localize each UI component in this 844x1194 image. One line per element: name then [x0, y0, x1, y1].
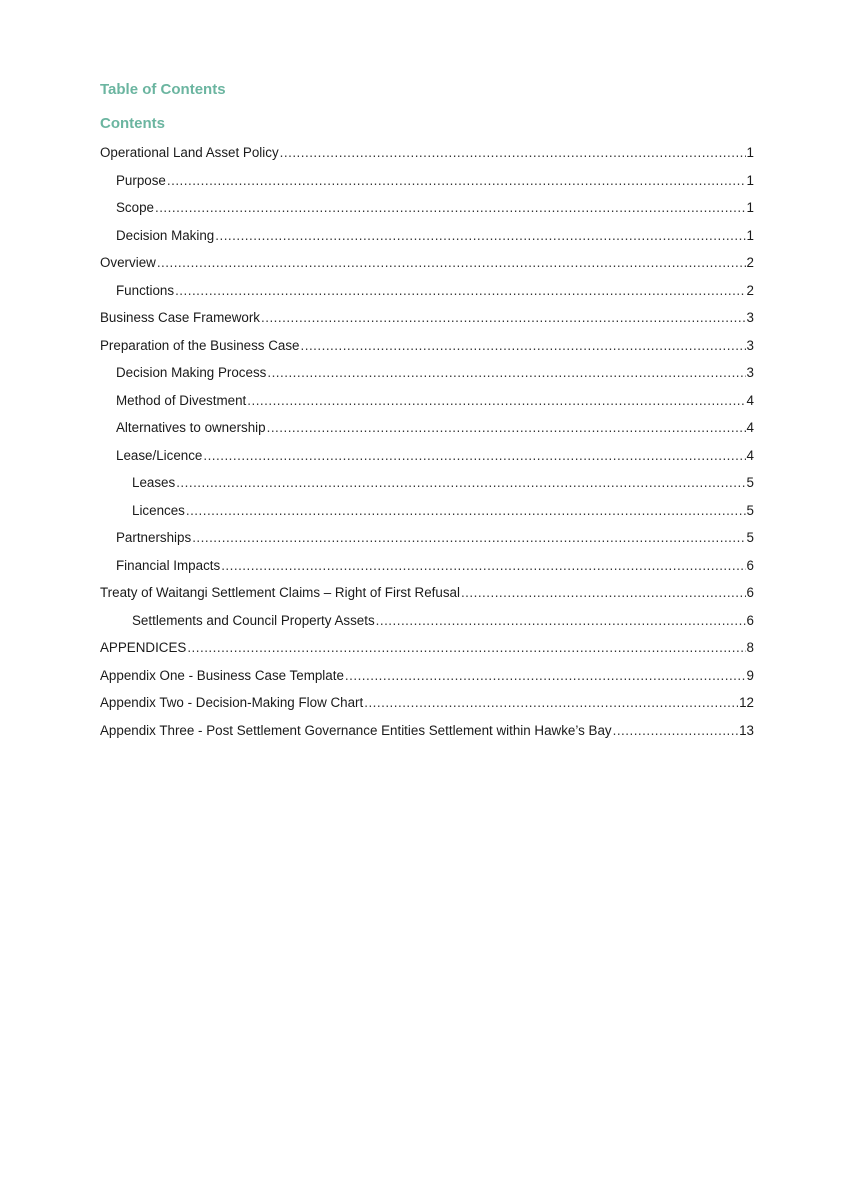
- toc-entry-label: Preparation of the Business Case: [100, 337, 300, 353]
- toc-dot-leader: [280, 144, 746, 162]
- toc-entry[interactable]: [100, 667, 754, 695]
- toc-entry-label: Overview: [100, 255, 156, 270]
- toc-entry-page-number: 12: [739, 695, 754, 710]
- toc-dot-leader: [186, 502, 746, 520]
- toc-entry-label: Decision Making Process: [116, 365, 267, 380]
- toc-entry-page-number: 3: [746, 337, 754, 353]
- toc-entry-page-number: 6: [746, 585, 754, 600]
- toc-entry-label: Scope: [116, 200, 154, 215]
- toc-entry[interactable]: [100, 502, 754, 530]
- toc-entry-label: Decision Making: [116, 227, 215, 243]
- toc-entry[interactable]: [100, 419, 754, 447]
- toc-entry-label: Appendix One - Business Case Template: [100, 667, 344, 683]
- toc-entry-page-number: 5: [746, 475, 754, 490]
- toc-entry-page-number: 13: [739, 722, 754, 738]
- toc-entry-label: Appendix Two - Decision-Making Flow Chart: [100, 695, 364, 710]
- toc-entry-label: Appendix Three - Post Settlement Governance Entities Settlement within Hawke’s Bay: [100, 722, 612, 738]
- toc-dot-leader: [155, 199, 746, 217]
- toc-entry-page-number: 4: [746, 392, 754, 408]
- toc-dot-leader: [215, 227, 745, 245]
- toc-dot-leader: [364, 694, 738, 712]
- toc-entry[interactable]: [100, 722, 754, 750]
- toc-entry-page-number: 1: [746, 145, 754, 160]
- toc-dot-leader: [192, 529, 745, 547]
- page-title: Table of Contents: [100, 81, 226, 98]
- toc-dot-leader: [203, 447, 745, 465]
- toc-dot-leader: [221, 557, 745, 575]
- toc-entry-label: Settlements and Council Property Assets: [132, 612, 375, 628]
- toc-entry-label: Purpose: [116, 172, 166, 188]
- toc-entry-page-number: 1: [746, 200, 754, 215]
- toc-entry[interactable]: [100, 639, 754, 667]
- toc-entry-page-number: 8: [746, 640, 754, 655]
- toc-entry[interactable]: [100, 557, 754, 585]
- toc-entry[interactable]: [100, 364, 754, 392]
- toc-entry[interactable]: [100, 612, 754, 640]
- toc-dot-leader: [261, 309, 746, 327]
- toc-dot-leader: [247, 392, 745, 410]
- toc-entry-page-number: 1: [746, 172, 754, 188]
- toc-dot-leader: [267, 419, 746, 437]
- toc-entry-page-number: 2: [746, 255, 754, 270]
- toc-entry[interactable]: [100, 694, 754, 722]
- toc-dot-leader: [376, 612, 746, 630]
- toc-entry-page-number: 2: [746, 282, 754, 298]
- toc-entry-page-number: 4: [746, 447, 754, 463]
- toc-entry-page-number: 3: [746, 310, 754, 325]
- toc-entry-label: Financial Impacts: [116, 557, 221, 573]
- toc-entry[interactable]: [100, 309, 754, 337]
- toc-dot-leader: [167, 172, 746, 190]
- table-of-contents: [100, 144, 754, 749]
- contents-heading: Contents: [100, 115, 165, 132]
- toc-entry-page-number: 6: [746, 612, 754, 628]
- toc-entry[interactable]: [100, 144, 754, 172]
- toc-entry[interactable]: [100, 529, 754, 557]
- toc-dot-leader: [613, 722, 739, 740]
- toc-entry[interactable]: [100, 584, 754, 612]
- toc-entry-label: Business Case Framework: [100, 310, 260, 325]
- toc-entry-page-number: 3: [746, 365, 754, 380]
- toc-entry[interactable]: [100, 474, 754, 502]
- toc-entry[interactable]: [100, 199, 754, 227]
- toc-dot-leader: [157, 254, 746, 272]
- toc-entry[interactable]: [100, 337, 754, 365]
- toc-entry-page-number: 9: [746, 667, 754, 683]
- toc-entry-label: Method of Divestment: [116, 392, 247, 408]
- toc-entry-label: APPENDICES: [100, 640, 187, 655]
- toc-entry[interactable]: [100, 282, 754, 310]
- toc-entry-label: Leases: [132, 475, 176, 490]
- toc-entry[interactable]: [100, 227, 754, 255]
- toc-entry-page-number: 5: [746, 530, 754, 545]
- toc-entry-label: Partnerships: [116, 530, 192, 545]
- toc-entry[interactable]: [100, 447, 754, 475]
- toc-dot-leader: [176, 474, 745, 492]
- toc-entry[interactable]: [100, 254, 754, 282]
- toc-entry-label: Lease/Licence: [116, 447, 203, 463]
- toc-entry-label: Alternatives to ownership: [116, 420, 266, 435]
- toc-entry-label: Functions: [116, 282, 175, 298]
- toc-entry-page-number: 5: [746, 502, 754, 518]
- toc-entry[interactable]: [100, 172, 754, 200]
- toc-entry-label: Treaty of Waitangi Settlement Claims – Right of First Refusal: [100, 585, 460, 600]
- toc-dot-leader: [187, 639, 745, 657]
- toc-entry[interactable]: [100, 392, 754, 420]
- toc-dot-leader: [461, 584, 746, 602]
- toc-dot-leader: [345, 667, 746, 685]
- toc-entry-label: Operational Land Asset Policy: [100, 145, 279, 160]
- toc-dot-leader: [175, 282, 745, 300]
- toc-entry-page-number: 4: [746, 420, 754, 435]
- toc-dot-leader: [301, 337, 746, 355]
- toc-dot-leader: [267, 364, 745, 382]
- toc-entry-page-number: 1: [746, 227, 754, 243]
- toc-entry-label: Licences: [132, 502, 185, 518]
- toc-entry-page-number: 6: [746, 557, 754, 573]
